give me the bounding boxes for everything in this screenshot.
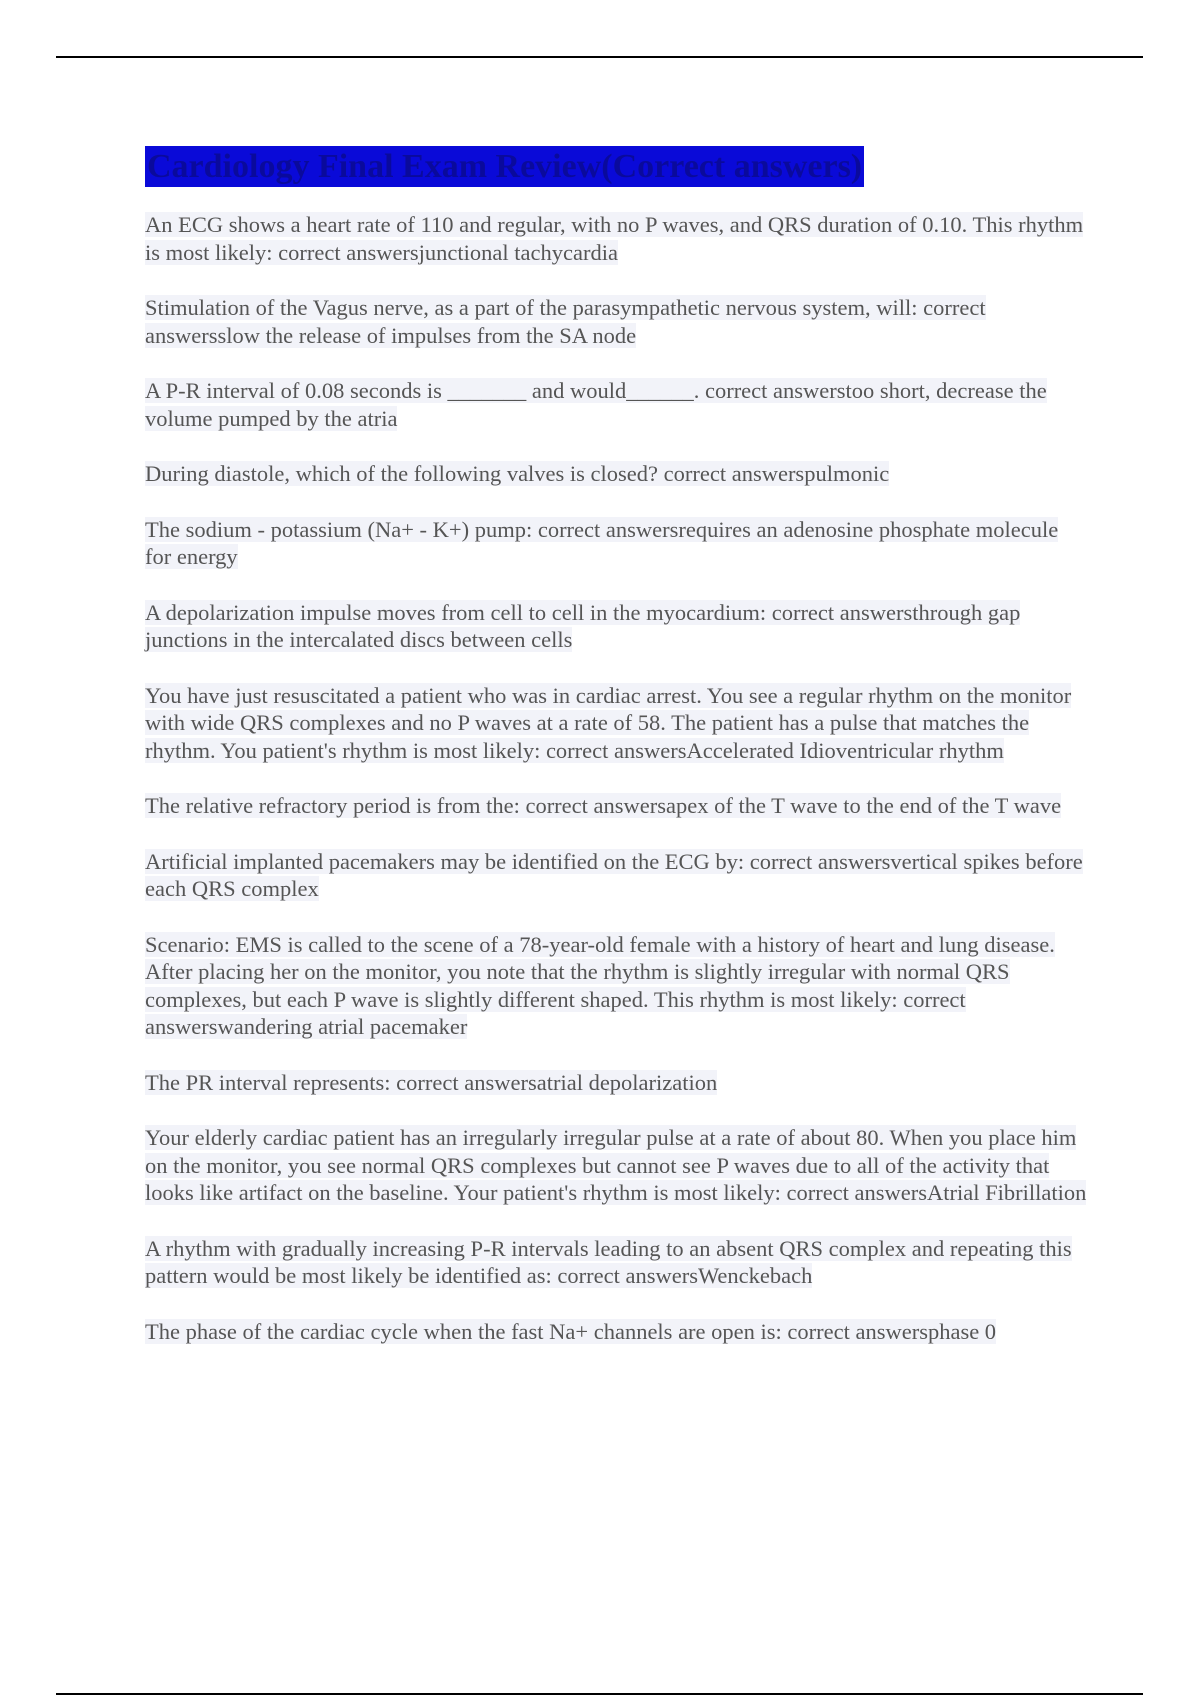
qa-item-text: Your elderly cardiac patient has an irregularly irregular pulse at a rate of about 80. When you place him on the monitor, you see normal QRS complexes but cannot see P waves due to all of the activity that looks like artifact on the baseline. Your patient's rhythm is most likely: correct answersAtrial Fibrillation xyxy=(145,1125,1087,1205)
qa-item-text: Scenario: EMS is called to the scene of a 78-year-old female with a history of heart and lung disease. After placing her on the monitor, you note that the rhythm is slightly irregular with normal QRS complexes, but each P wave is slightly different shaped. This rhythm is most likely: correct answerswandering atrial pacemaker xyxy=(145,931,1055,1039)
qa-item-text: An ECG shows a heart rate of 110 and regular, with no P waves, and QRS duration of 0.10. This rhythm is most likely: correct answersjunctional tachycardia xyxy=(145,212,1084,265)
qa-item-text: Stimulation of the Vagus nerve, as a part of the parasympathetic nervous system, will: correct answersslow the release of impulses from the SA node xyxy=(145,295,986,348)
top-rule xyxy=(56,56,1143,58)
page-title: Cardiology Final Exam Review(Correct answers) xyxy=(147,148,863,185)
qa-item xyxy=(145,848,1090,903)
qa-item xyxy=(145,931,1090,1041)
qa-item xyxy=(145,1069,1090,1097)
qa-item-text: A depolarization impulse moves from cell to cell in the myocardium: correct answersthrough gap junctions in the intercalated discs between cells xyxy=(145,599,1021,652)
qa-item xyxy=(145,294,1090,349)
qa-item xyxy=(145,377,1090,432)
qa-item-text: The PR interval represents: correct answersatrial depolarization xyxy=(145,1069,718,1095)
qa-item xyxy=(145,516,1090,571)
bottom-rule xyxy=(56,1693,1143,1695)
qa-item-text: The phase of the cardiac cycle when the fast Na+ channels are open is: correct answersphase 0 xyxy=(145,1318,997,1344)
qa-item-text: You have just resuscitated a patient who was in cardiac arrest. You see a regular rhythm on the monitor with wide QRS complexes and no P waves at a rate of 58. The patient has a pulse that matches the rhythm. You patient's rhythm is most likely: correct answersAccelerated Idioventricular rhythm xyxy=(145,682,1072,763)
qa-list xyxy=(145,211,1090,1373)
qa-item-text: During diastole, which of the following valves is closed? correct answerspulmonic xyxy=(145,461,890,486)
qa-item xyxy=(145,682,1090,765)
qa-item xyxy=(145,792,1090,820)
qa-item-text: Artificial implanted pacemakers may be identified on the ECG by: correct answersvertical spikes before each QRS complex xyxy=(145,848,1083,901)
qa-item xyxy=(145,460,1090,488)
qa-item-text: A P-R interval of 0.08 seconds is _______ and would______. correct answerstoo short, decrease the volume pumped by the atria xyxy=(145,378,1047,431)
qa-item-text: A rhythm with gradually increasing P-R intervals leading to an absent QRS complex and repeating this pattern would be most likely be identified as: correct answersWenckebach xyxy=(145,1235,1072,1288)
qa-item xyxy=(145,1318,1090,1346)
qa-item-text: The sodium - potassium (Na+ - K+) pump: correct answersrequires an adenosine phosphate molecule for energy xyxy=(145,516,1059,569)
qa-item xyxy=(145,1124,1090,1207)
qa-item xyxy=(145,211,1090,266)
qa-item-text: The relative refractory period is from the: correct answersapex of the T wave to the end of the T wave xyxy=(145,793,1062,818)
qa-item xyxy=(145,1235,1090,1290)
qa-item xyxy=(145,599,1090,654)
